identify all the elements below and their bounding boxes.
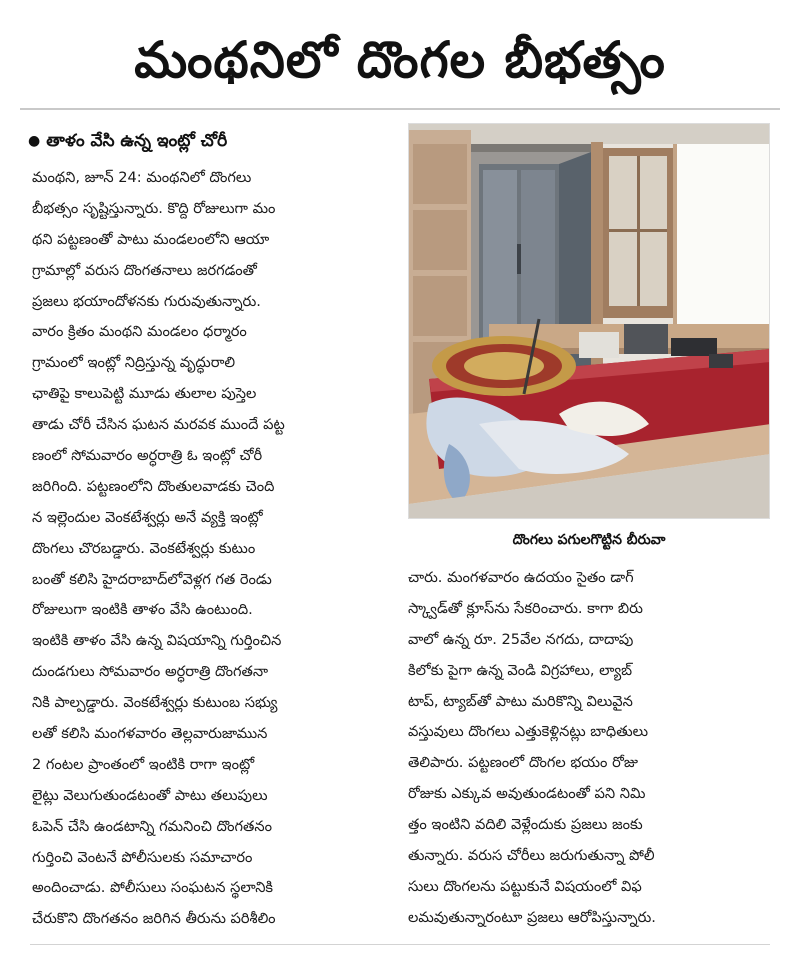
body-text-line: రోజులుగా ఇంటికి తాళం వేసి ఉంటుంది.	[32, 601, 253, 619]
photo-caption: దొంగలు పగులగొట్టిన బీరువా	[512, 532, 666, 548]
body-text-line: కిలోకు పైగా ఉన్న వెండి విగ్రహాలు, ల్యాబ్	[408, 661, 633, 679]
body-text-line: మంథని, జూన్ 24: మంథనిలో దొంగలు	[32, 169, 252, 186]
body-text-line: బంతో కలిసి హైదరాబాద్‌లోవెళ్లగ గత రెండు	[32, 570, 272, 588]
body-text-line: తెలిపారు. పట్టణంలో దొంగల భయం రోజు	[408, 754, 638, 772]
body-text-line: నికి పాల్పడ్డారు. వెంకటేశ్వర్లు కుటుంబ సభ్యు	[32, 694, 278, 712]
headline-divider	[20, 108, 780, 110]
body-text-line: స్క్వాడ్‌తో క్లూస్‌ను సేకరించారు. కాగా బిరు	[408, 599, 643, 617]
body-text-line: లమవుతున్నారంటూ ప్రజలు ఆరోపిస్తున్నారు.	[408, 908, 656, 926]
article-photo-broken-cupboard	[408, 123, 770, 519]
body-text-line: చేరుకొని దొంగతనం జరిగిన తీరును పరిశీలిం	[32, 910, 276, 928]
subhead-text: తాళం వేసి ఉన్న ఇంట్లో చోరీ	[46, 131, 228, 151]
article-headline: మంథనిలో దొంగల బీభత్సం	[134, 31, 666, 89]
body-text-line: లైట్లు వెలుగుతుండటంతో పాటు తలుపులు	[32, 786, 268, 804]
body-text-line: ప్రజలు భయాందోళనకు గురువుతున్నారు.	[32, 292, 261, 310]
body-text-line: లతో కలిసి మంగళవారం తెల్లవారుజామున	[32, 725, 268, 743]
body-text-line: అందించాడు. పోలీసులు సంఘటన స్థలానికి	[32, 879, 274, 897]
body-text-line: బీభత్సం సృష్టిస్తున్నారు. కొద్ది రోజులుగా మం	[32, 199, 276, 217]
body-text-line: త్తం ఇంటిని వదిలి వెళ్లేందుకు ప్రజలు జంకు	[408, 816, 643, 834]
body-text-line: వస్తువులు దొంగలు ఎత్తుకెళ్లినట్లు బాధితులు	[408, 723, 649, 741]
body-text-line: న ఇల్లెందుల వెంకటేశ్వర్లు అనే వ్యక్తి ఇంట్లో	[32, 508, 263, 526]
body-text-line: దొంగలు చొరబడ్డారు. వెంకటేశ్వర్లు కుటుం	[32, 539, 256, 557]
article-subhead	[28, 126, 398, 156]
body-text-line: తున్నారు. వరుస చోరీలు జరుగుతున్నా పోలీ	[408, 847, 655, 865]
body-text-line: రోజుకు ఎక్కువ అవుతుండటంతో పని నిమి	[408, 785, 646, 803]
body-text-line: గ్రామాల్లో వరుస దొంగతనాలు జరగడంతో	[32, 261, 257, 279]
body-text-line: సులు దొంగలను పట్టుకునే విషయంలో విఫ	[408, 877, 642, 895]
body-text-line: దుండగులు సోమవారం అర్ధరాత్రి దొంగతనా	[32, 663, 269, 681]
body-text-line: తాడు చోరీ చేసిన ఘటన మరవక ముందే పట్ట	[32, 416, 285, 434]
bullet-icon: ●	[28, 133, 41, 149]
body-text-line: ఓపెన్ చేసి ఉండటాన్ని గమనించి దొంగతనం	[32, 817, 273, 835]
body-text-line: ణంలో సోమవారం అర్ధరాత్రి ఓ ఇంట్లో చోరీ	[32, 447, 263, 465]
body-text-line: వాలో ఉన్న రూ. 25వేల నగదు, దాదాపు	[408, 630, 634, 648]
bottom-divider	[30, 944, 770, 945]
body-text-line: గ్రామంలో ఇంట్లో నిద్రిస్తున్న వృద్ధురాలి	[32, 354, 236, 372]
body-text-line: ఛాతిపై కాలుపెట్టి మూడు తులాల పుస్తెల	[32, 385, 257, 403]
article-body-right-column	[408, 563, 770, 934]
body-text-line: థని పట్టణంతో పాటు మండలంలోని ఆయా	[32, 230, 270, 248]
body-text-line: జరిగింది. పట్టణంలోని దొంతులవాడకు చెంది	[32, 477, 275, 495]
body-text-line: టాప్, ట్యాబ్‌తో పాటు మరికొన్ని విలువైన	[408, 692, 633, 710]
body-text-line: వారం క్రితం మంథని మండలం ధర్మారం	[32, 323, 247, 341]
body-text-line: గుర్తించి వెంటనే పోలీసులకు సమాచారం	[32, 848, 253, 866]
bedroom-photo-illustration	[409, 124, 770, 519]
article-body-left-column	[32, 163, 390, 935]
body-text-line: 2 గంటల ప్రాంతంలో ఇంటికి రాగా ఇంట్లో	[32, 755, 255, 773]
body-text-line: ఇంటికి తాళం వేసి ఉన్న విషయాన్ని గుర్తించిన	[32, 632, 282, 650]
body-text-line: చారు. మంగళవారం ఉదయం సైతం డాగ్	[408, 569, 634, 586]
